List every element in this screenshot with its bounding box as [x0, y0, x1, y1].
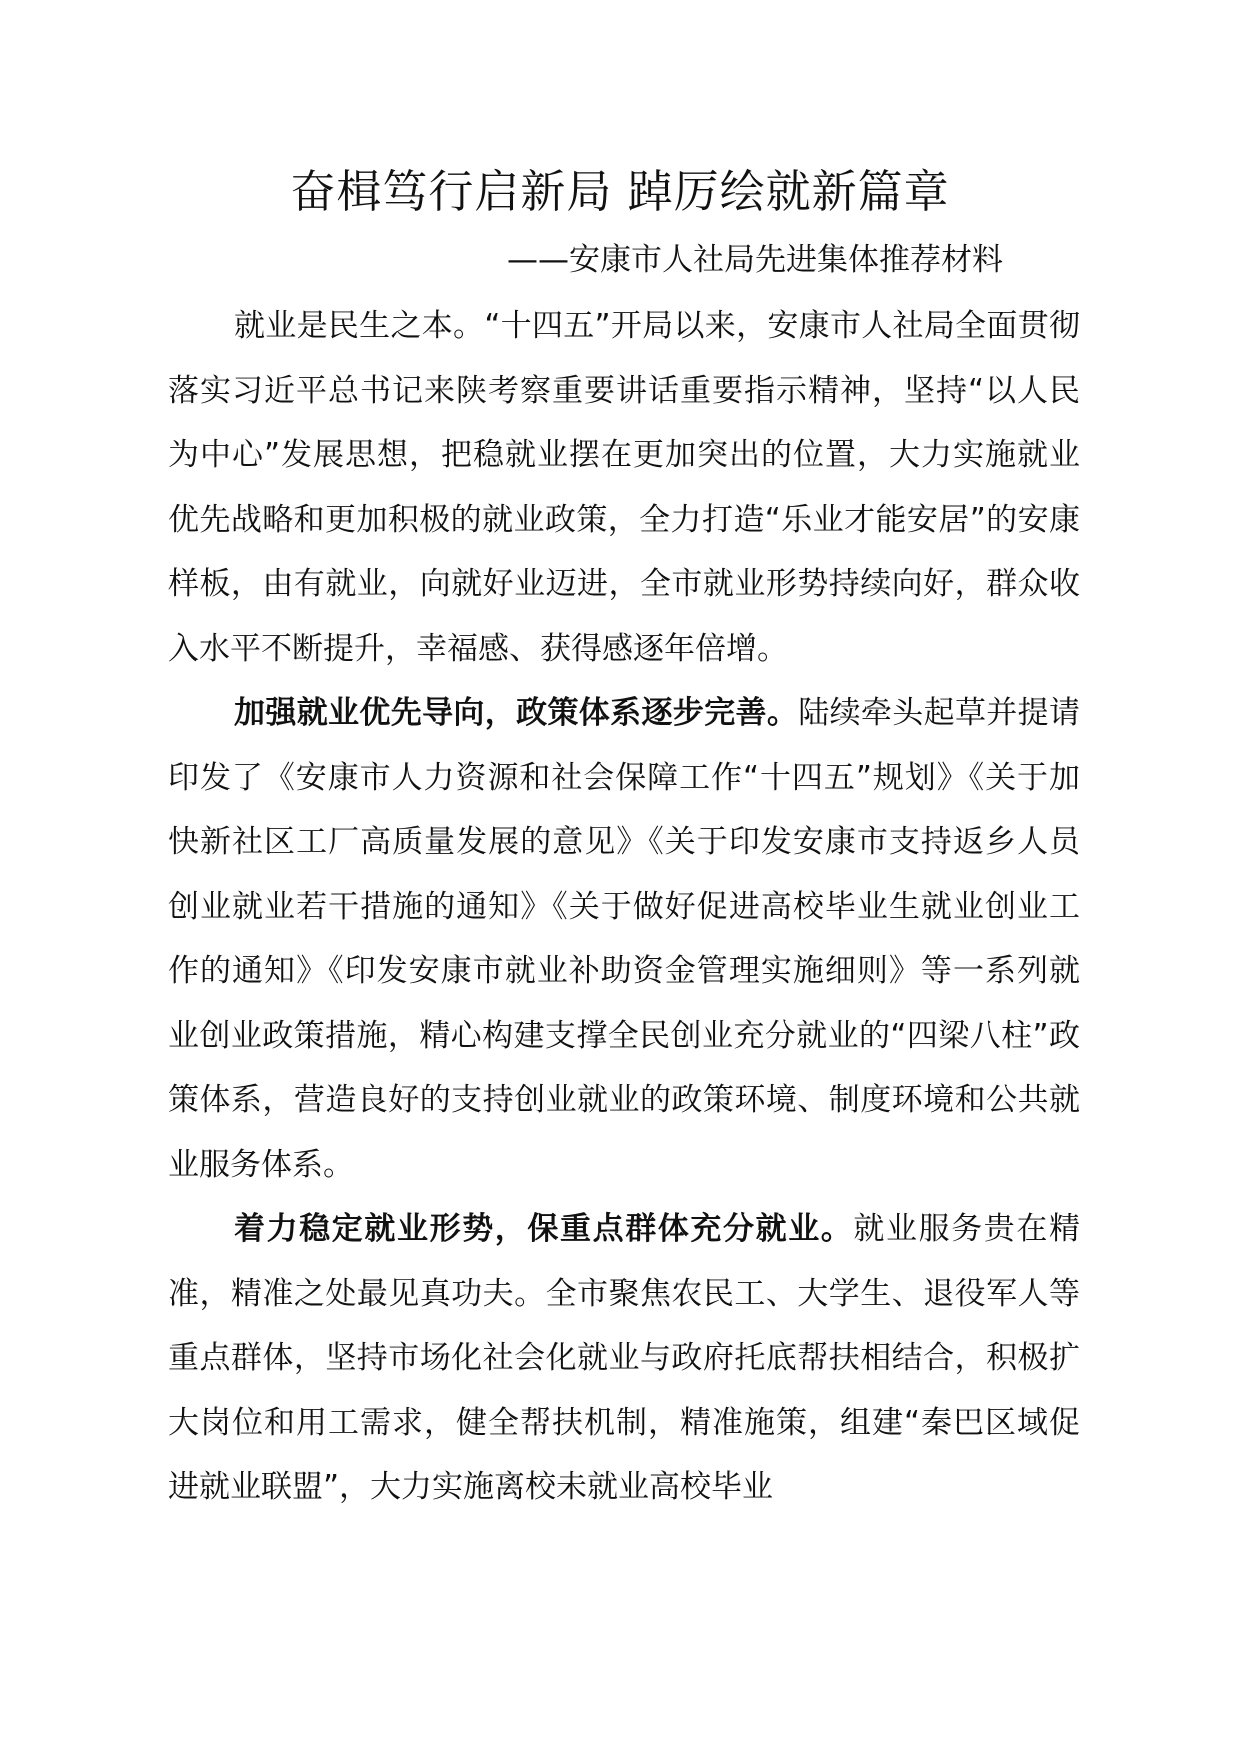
- paragraph-text: 陆续牵头起草并提请印发了《安康市人力资源和社会保障工作“十四五”规划》《关于加快新社区工厂高质量发展的意见》《关于印发安康市支持返乡人员创业就业若干措施的通知》《关于做好促进高校毕业生就业创业工作的通知》《印发安康市就业补助资金管理实施细则》等一系列就业创业政策措施，精心构建支撑全民创业充分就业的“四梁八柱”政策体系，营造良好的支持创业就业的政策环境、制度环境和公共就业服务体系。: [168, 695, 1081, 1183]
- paragraph-lead: 加强就业优先导向，政策体系逐步完善。: [234, 695, 799, 731]
- paragraph-policy: [168, 681, 1080, 1197]
- paragraph-intro: [168, 294, 1080, 681]
- document-body: [168, 294, 1080, 1520]
- document-subtitle: ——安康市人社局先进集体推荐材料: [507, 242, 1003, 278]
- paragraph-employment: [168, 1197, 1080, 1520]
- paragraph-text: 就业服务贵在精准，精准之处最见真功夫。全市聚焦农民工、大学生、退役军人等重点群体，坚持市场化社会化就业与政府托底帮扶相结合，积极扩大岗位和用工需求，健全帮扶机制，精准施策，组建“秦巴区域促进就业联盟”，大力实施离校未就业高校毕业: [168, 1211, 1081, 1505]
- paragraph-text: 就业是民生之本。“十四五”开局以来，安康市人社局全面贯彻落实习近平总书记来陕考察重要讲话重要指示精神，坚持“以人民为中心”发展思想，把稳就业摆在更加突出的位置，大力实施就业优先战略和更加积极的就业政策，全力打造“乐业才能安居”的安康样板，由有就业，向就好业迈进，全市就业形势持续向好，群众收入水平不断提升，幸福感、获得感逐年倍增。: [168, 308, 1080, 667]
- document-title: 奋楫笃行启新局 踔厉绘就新篇章: [290, 165, 950, 218]
- paragraph-lead: 着力稳定就业形势，保重点群体充分就业。: [234, 1211, 854, 1247]
